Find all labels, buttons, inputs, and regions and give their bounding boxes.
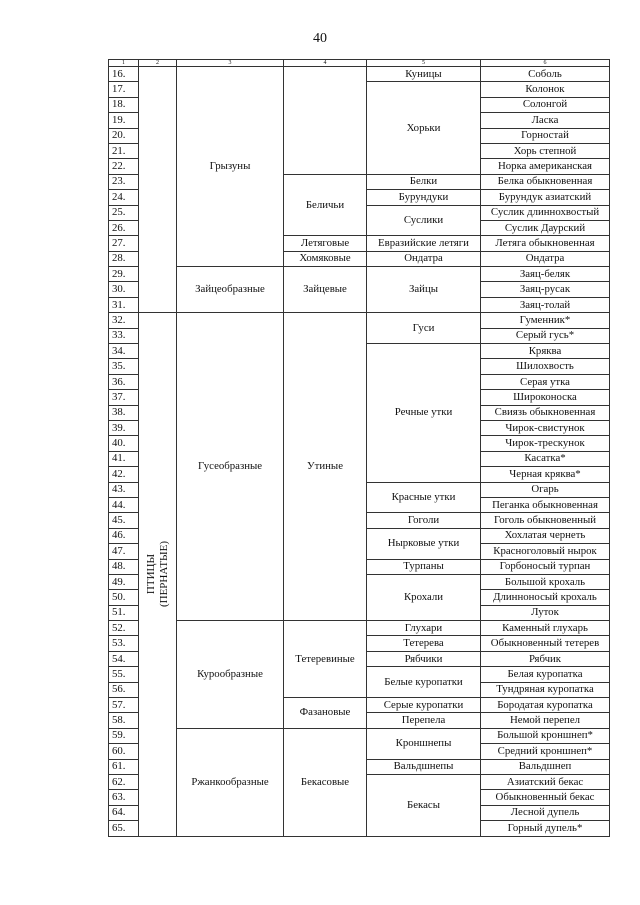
row-number: 57. — [109, 698, 139, 713]
row-number: 35. — [109, 359, 139, 374]
species-cell: Заяц-толай — [481, 297, 610, 312]
species-cell: Хохлатая чернеть — [481, 528, 610, 543]
class-label — [145, 541, 171, 607]
species-cell: Каменный глухарь — [481, 621, 610, 636]
table-row — [109, 313, 610, 328]
order-cell: Курообразные — [177, 621, 284, 729]
family-cell-empty — [284, 67, 367, 175]
row-number: 26. — [109, 220, 139, 235]
class-label-line: ПТИЦЫ — [144, 554, 157, 595]
row-number: 45. — [109, 513, 139, 528]
family-cell: Хомяковые — [284, 251, 367, 266]
species-cell: Кряква — [481, 344, 610, 359]
row-number: 16. — [109, 67, 139, 82]
group-cell: Турпаны — [367, 559, 481, 574]
column-header: 2 — [139, 60, 177, 67]
species-cell: Обыкновенный бекас — [481, 790, 610, 805]
species-cell: Серый гусь* — [481, 328, 610, 343]
species-cell: Серая утка — [481, 374, 610, 389]
row-number: 23. — [109, 174, 139, 189]
species-cell: Касатка* — [481, 451, 610, 466]
species-cell: Свиязь обыкновенная — [481, 405, 610, 420]
column-header: 5 — [367, 60, 481, 67]
species-cell: Заяц-русак — [481, 282, 610, 297]
species-cell: Бурундук азиатский — [481, 190, 610, 205]
group-cell: Ондатра — [367, 251, 481, 266]
row-number: 33. — [109, 328, 139, 343]
species-cell: Красноголовый нырок — [481, 544, 610, 559]
species-cell: Вальдшнеп — [481, 759, 610, 774]
row-number: 63. — [109, 790, 139, 805]
species-cell: Суслик Даурский — [481, 220, 610, 235]
species-cell: Чирок-свистунок — [481, 420, 610, 435]
species-cell: Лесной дупель — [481, 805, 610, 820]
species-cell: Тундряная куропатка — [481, 682, 610, 697]
species-cell: Колонок — [481, 82, 610, 97]
species-cell: Бородатая куропатка — [481, 698, 610, 713]
species-cell: Большой кроншнеп* — [481, 728, 610, 743]
order-cell: Зайцеобразные — [177, 267, 284, 313]
species-cell: Азиатский бекас — [481, 774, 610, 789]
species-cell: Горностай — [481, 128, 610, 143]
row-number: 28. — [109, 251, 139, 266]
row-number: 19. — [109, 113, 139, 128]
family-cell: Фазановые — [284, 698, 367, 729]
row-number: 39. — [109, 420, 139, 435]
row-number: 18. — [109, 97, 139, 112]
row-number: 40. — [109, 436, 139, 451]
row-number: 27. — [109, 236, 139, 251]
group-cell: Гуси — [367, 313, 481, 344]
group-cell: Суслики — [367, 205, 481, 236]
species-cell: Норка американская — [481, 159, 610, 174]
table-row — [109, 267, 610, 282]
group-cell: Куницы — [367, 67, 481, 82]
row-number: 62. — [109, 774, 139, 789]
column-header: 4 — [284, 60, 367, 67]
order-cell: Гусеобразные — [177, 313, 284, 621]
species-cell: Белка обыкновенная — [481, 174, 610, 189]
family-cell: Утиные — [284, 313, 367, 621]
row-number: 24. — [109, 190, 139, 205]
group-cell: Бекасы — [367, 774, 481, 836]
species-cell: Рябчик — [481, 651, 610, 666]
species-cell: Суслик длиннохвостый — [481, 205, 610, 220]
family-cell: Зайцевые — [284, 267, 367, 313]
species-cell: Луток — [481, 605, 610, 620]
row-number: 38. — [109, 405, 139, 420]
family-cell: Бекасовые — [284, 728, 367, 836]
species-cell: Гоголь обыкновенный — [481, 513, 610, 528]
species-cell: Огарь — [481, 482, 610, 497]
row-number: 34. — [109, 344, 139, 359]
row-number: 56. — [109, 682, 139, 697]
family-cell: Тетеревиные — [284, 621, 367, 698]
group-cell: Глухари — [367, 621, 481, 636]
species-cell: Соболь — [481, 67, 610, 82]
row-number: 20. — [109, 128, 139, 143]
group-cell: Крохали — [367, 574, 481, 620]
class-label-line: (ПЕРНАТЫЕ) — [157, 541, 170, 608]
row-number: 36. — [109, 374, 139, 389]
species-table — [108, 59, 610, 837]
column-header: 1 — [109, 60, 139, 67]
row-number: 30. — [109, 282, 139, 297]
species-cell: Солонгой — [481, 97, 610, 112]
group-cell: Красные утки — [367, 482, 481, 513]
row-number: 64. — [109, 805, 139, 820]
species-cell: Пеганка обыкновенная — [481, 497, 610, 512]
species-cell: Широконоска — [481, 390, 610, 405]
group-cell: Белки — [367, 174, 481, 189]
row-number: 50. — [109, 590, 139, 605]
class-cell — [139, 313, 177, 836]
row-number: 48. — [109, 559, 139, 574]
class-cell-empty — [139, 67, 177, 313]
species-cell: Гуменник* — [481, 313, 610, 328]
row-number: 41. — [109, 451, 139, 466]
row-number: 44. — [109, 497, 139, 512]
species-cell: Большой крохаль — [481, 574, 610, 589]
row-number: 54. — [109, 651, 139, 666]
group-cell: Гоголи — [367, 513, 481, 528]
row-number: 42. — [109, 467, 139, 482]
row-number: 43. — [109, 482, 139, 497]
table-row — [109, 728, 610, 743]
row-number: 17. — [109, 82, 139, 97]
row-number: 53. — [109, 636, 139, 651]
group-cell: Тетерева — [367, 636, 481, 651]
row-number: 61. — [109, 759, 139, 774]
order-cell: Грызуны — [177, 67, 284, 267]
species-cell: Белая куропатка — [481, 667, 610, 682]
species-cell: Летяга обыкновенная — [481, 236, 610, 251]
page-number: 40 — [313, 31, 327, 46]
row-number: 37. — [109, 390, 139, 405]
group-cell: Нырковые утки — [367, 528, 481, 559]
species-cell: Черная кряква* — [481, 467, 610, 482]
species-cell: Длинноносый крохаль — [481, 590, 610, 605]
group-cell: Евразийские летяги — [367, 236, 481, 251]
group-cell: Белые куропатки — [367, 667, 481, 698]
species-cell: Ондатра — [481, 251, 610, 266]
row-number: 29. — [109, 267, 139, 282]
group-cell: Рябчики — [367, 651, 481, 666]
species-cell: Немой перепел — [481, 713, 610, 728]
species-cell: Горбоносый турпан — [481, 559, 610, 574]
species-cell: Средний кроншнеп* — [481, 744, 610, 759]
table-row — [109, 67, 610, 82]
species-cell: Ласка — [481, 113, 610, 128]
family-cell: Летяговые — [284, 236, 367, 251]
group-cell: Бурундуки — [367, 190, 481, 205]
row-number: 51. — [109, 605, 139, 620]
species-cell: Хорь степной — [481, 143, 610, 158]
species-cell: Чирок-трескунок — [481, 436, 610, 451]
group-cell: Вальдшнепы — [367, 759, 481, 774]
row-number: 21. — [109, 143, 139, 158]
row-number: 25. — [109, 205, 139, 220]
row-number: 59. — [109, 728, 139, 743]
column-header: 3 — [177, 60, 284, 67]
species-cell: Обыкновенный тетерев — [481, 636, 610, 651]
group-cell: Кроншнепы — [367, 728, 481, 759]
family-cell: Беличьи — [284, 174, 367, 236]
row-number: 31. — [109, 297, 139, 312]
row-number: 32. — [109, 313, 139, 328]
order-cell: Ржанкообразные — [177, 728, 284, 836]
row-number: 60. — [109, 744, 139, 759]
table-header-row — [109, 60, 610, 67]
table-row — [109, 621, 610, 636]
row-number: 55. — [109, 667, 139, 682]
group-cell: Перепела — [367, 713, 481, 728]
group-cell: Серые куропатки — [367, 698, 481, 713]
row-number: 47. — [109, 544, 139, 559]
group-cell: Зайцы — [367, 267, 481, 313]
row-number: 52. — [109, 621, 139, 636]
species-cell: Шилохвость — [481, 359, 610, 374]
row-number: 22. — [109, 159, 139, 174]
row-number: 65. — [109, 821, 139, 836]
column-header: 6 — [481, 60, 610, 67]
row-number: 58. — [109, 713, 139, 728]
species-cell: Заяц-беляк — [481, 267, 610, 282]
group-cell: Речные утки — [367, 344, 481, 483]
row-number: 49. — [109, 574, 139, 589]
group-cell: Хорьки — [367, 82, 481, 174]
species-cell: Горный дупель* — [481, 821, 610, 836]
row-number: 46. — [109, 528, 139, 543]
